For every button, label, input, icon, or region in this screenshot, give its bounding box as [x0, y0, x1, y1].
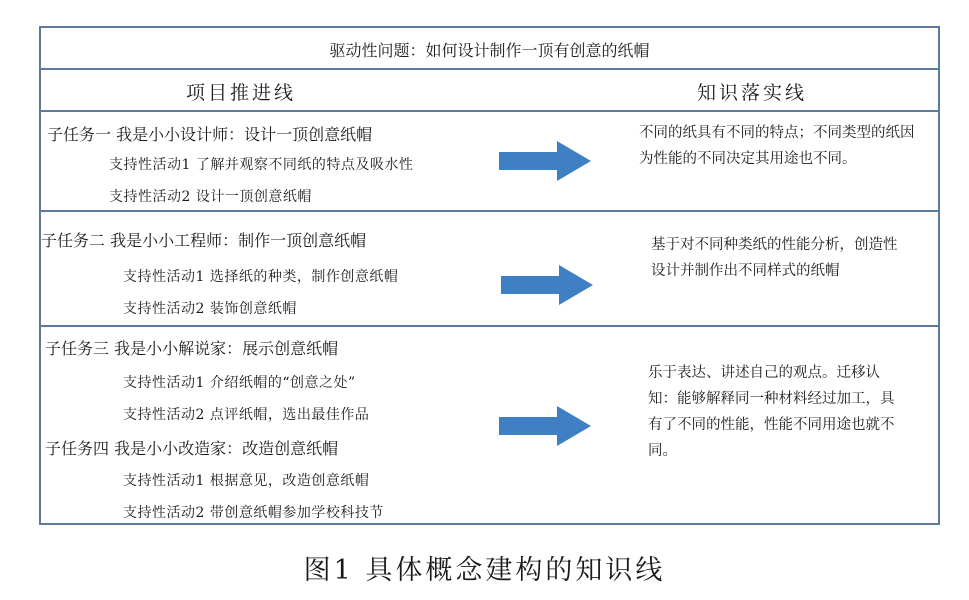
knowledge-1: 不同的纸具有不同的特点；不同类型的纸因为性能的不同决定其用途也不同。 — [639, 125, 915, 167]
divider-line — [41, 68, 938, 70]
divider-line — [41, 110, 938, 112]
subtask-2-title: 子任务二 我是小小工程师：制作一顶创意纸帽 — [41, 231, 367, 250]
subtask-4-activity-1: 支持性活动1 根据意见，改造创意纸帽 — [123, 473, 370, 489]
subtask-2-activity-1: 支持性活动1 选择纸的种类，制作创意纸帽 — [123, 269, 399, 285]
subtask-3-title: 子任务三 我是小小解说家：展示创意纸帽 — [45, 339, 339, 358]
figure-caption: 图1 具体概念建构的知识线 — [303, 555, 666, 586]
driving-question: 驱动性问题：如何设计制作一顶有创意的纸帽 — [329, 41, 650, 60]
divider-line — [41, 210, 938, 212]
subtask-3-activity-1: 支持性活动1 介绍纸帽的“创意之处” — [123, 375, 356, 391]
project-line-header: 项目推进线 — [186, 82, 297, 104]
divider-line — [41, 325, 938, 327]
arrow-right-icon — [501, 265, 593, 305]
arrow-right-icon — [499, 141, 591, 181]
subtask-1-activity-1: 支持性活动1 了解并观察不同纸的特点及吸水性 — [109, 157, 414, 173]
knowledge-line-header: 知识落实线 — [697, 82, 808, 104]
arrow-right-icon — [499, 406, 591, 446]
diagram-frame — [39, 26, 940, 525]
subtask-4-activity-2: 支持性活动2 带创意纸帽参加学校科技节 — [123, 505, 384, 521]
subtask-4-title: 子任务四 我是小小改造家：改造创意纸帽 — [45, 439, 339, 458]
subtask-1-title: 子任务一 我是小小设计师：设计一顶创意纸帽 — [47, 125, 373, 144]
subtask-3-activity-2: 支持性活动2 点评纸帽，选出最佳作品 — [123, 407, 370, 423]
knowledge-2: 基于对不同种类纸的性能分析，创造性设计并制作出不同样式的纸帽 — [651, 237, 898, 279]
subtask-2-activity-2: 支持性活动2 装饰创意纸帽 — [123, 301, 297, 317]
subtask-1-activity-2: 支持性活动2 设计一顶创意纸帽 — [109, 189, 312, 205]
knowledge-3: 乐于表达、讲述自己的观点。迁移认知：能够解释同一种材料经过加工，具有了不同的性能，性能不同用途也就不同。 — [648, 365, 895, 459]
